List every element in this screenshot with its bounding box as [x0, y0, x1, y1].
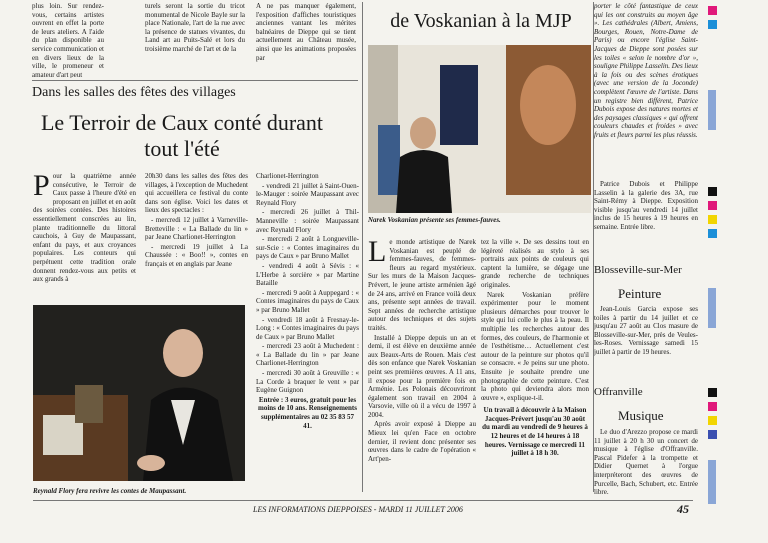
right-column-top-text: porter le côté fantastique de ceux qui les ont construits au moyen âge ». Les cathédrales (Albert, Amiens, Bourges, Rouen, Notre-Dame de Paris) ou encore l'église Saint-Jacques de Dieppe sont posées sur les toiles « selon le nombre d'or », souligne Philippe Lasselin. Des lieux à la fois ou des scènes érotiques (avec une version de la Joconde) complètent l'œuvre de l'artiste. Dans un registre bien différent, Patrice Dubois expose des natures mortes et des paysages classiques « qui offrent couleurs chaudes et froides » avec fruits et fleurs parmi les plus réussis.	[594, 2, 698, 139]
top-column-3-text: A ne pas manquer également, l'exposition d'affiches touristiques anciennes vantant les mérites balnéaires de Dieppe qui se tient actuellement au Château musée, ainsi que les animations proposées par	[256, 2, 356, 62]
color-swatch-cyan	[708, 20, 717, 29]
sidebar-place-blosseville: Blosseville-sur-Mer	[594, 264, 682, 276]
article-headline-voskanian: de Voskanian à la MJP	[390, 10, 572, 32]
sidebar-heading-musique: Musique	[618, 408, 664, 423]
paragraph: 20h30 dans les salles des fêtes des villages, à l'exception de Muchedent qui accueillera ce festival du conte dans son église. Voici les dates et lieux des spectacles :	[145, 172, 248, 215]
paragraph: Charlionet-Herrington	[256, 172, 319, 180]
artist-photo	[368, 45, 591, 213]
dropcap: P	[33, 172, 50, 202]
top-column-3	[256, 2, 356, 78]
sidebar-text-2: Jean-Louis Garcia expose ses toiles à partir du 14 juillet et ce jusqu'au 27 août au Clos masure de Blosseville-sur-Mer, près de Veules-les-Roses. Vernissage samedi 15 juillet à partir de 19 heures.	[594, 305, 698, 356]
sidebar-text-1: Patrice Dubois et Philippe Lasselin à la galerie des 3A, rue Saint-Rémy à Dieppe. Exposition visible jusqu'au vendredi 14 juillet inclus de 15 heures à 19 heures en semaine. Entrée libre.	[594, 180, 698, 231]
color-swatch-magenta	[708, 402, 717, 411]
paragraph: - vendredi 4 août à Sévis : « L'Herbe à sorcière » par Martine Bataille	[256, 261, 359, 288]
color-swatch-blue	[708, 430, 717, 439]
entry-info: Entrée : 3 euros, gratuit pour les moins de 10 ans. Renseignements supplémentaires au 02 35 83 57 41.	[258, 395, 357, 430]
color-swatch-magenta	[708, 6, 717, 15]
paragraph: Après avoir exposé à Dieppe au Mieux lei qu'en Face en octobre dernier, il revient donc présenter ses œuvres dans le cadre de l'opération « Art'pen-	[368, 420, 476, 463]
paragraph: - mercredi 30 août à Greuville : « La Corde à braquer le vent » par Eugène Guignon	[256, 369, 359, 395]
color-swatch-black	[708, 388, 717, 397]
divider-rule	[362, 2, 363, 492]
sidebar-heading-peinture: Peinture	[618, 286, 662, 301]
exhibition-info: Un travail à découvrir à la Maison Jacques-Prévert jusqu'au 30 août du mardi au vendredi de 9 heures à 12 heures et de 14 heures à 18 heures. Vernissage ce mercredi 11 juillet à 18 h 30.	[482, 406, 588, 458]
page-number: 45	[677, 502, 689, 516]
registration-bar	[708, 90, 716, 130]
paragraph: - vendredi 18 août à Fresnay-le-Long : « Contes imaginaires du pays de Caux » par Bruno Mallet	[256, 315, 359, 341]
paragraph: Narek Voskanian préfère expérimenter pour le moment plusieurs démarches pour trouver le style qui lui colle le plus à la peau. Il multiplie les recherches autour des formes, des couleurs, de l'harmonie et de l'esthétisme… Actuellement c'est autour de la peinture sur photos qu'il se consacre. « Je peins sur une photo. Ensuite je souhaite prendre une photographie de cette peinture. C'est la photo qui deviendra alors mon œuvre », explique-t-il.	[481, 290, 589, 402]
article-center-column-2	[481, 238, 589, 500]
registration-bar	[708, 460, 716, 504]
top-column-2-text: turels seront la sortie du tricot monumental de Nicole Bayle sur la place Nationale, l'art de la rue avec la présence de statues vivantes, du Land art au Puits-Salé et lors du troisième marché de l'art et de la	[145, 2, 245, 53]
photo-caption: Narek Voskanian présente ses femmes-fauves.	[368, 216, 501, 224]
right-column-top	[594, 2, 698, 177]
article-headline-terroir: Le Terroir de Caux conté durant tout l'été	[40, 110, 324, 161]
top-column-2	[145, 2, 245, 78]
sidebar-place-offranville: Offranville	[594, 386, 643, 398]
article-kicker: Dans les salles des fêtes des villages	[32, 85, 236, 100]
storyteller-photo	[33, 305, 245, 481]
article-left-column-2	[145, 172, 248, 302]
sidebar-paragraph	[594, 180, 698, 250]
sidebar-paragraph	[594, 305, 698, 367]
dropcap: L	[368, 238, 387, 268]
paragraph: - mercredi 9 août à Auppegard : « Contes imaginaires du pays de Caux » par Bruno Mallet	[256, 288, 359, 314]
paragraph: - mercredi 26 juillet à Thil-Manneville : soirée Maupassant avec Reynald Flory	[256, 208, 359, 234]
top-column-1-text: plus loin. Sur rendez-vous, certains artistes ouvrent en effet la porte de leurs ateliers. A l'aide du plan disponible au service communication et en divers lieux de la ville, le promeneur et amateur d'art peut	[32, 2, 104, 78]
article-left-column-3	[256, 172, 359, 497]
color-swatch-cyan	[708, 229, 717, 238]
paragraph: e monde artistique de Narek Voskanian est peuplé de femmes-fauves, de femmes-fleurs au regard mystérieux. Sur les murs de la Maison Jacques-Prévert, le jeune artiste arménien âgé de 24 ans, arrivé en France voilà deux ans, présente sept années de travail. Sept années de recherche artistique autour des techniques et des sujets traités.	[368, 238, 476, 332]
color-swatch-yellow	[708, 416, 717, 425]
footer-rule	[33, 500, 693, 501]
color-swatch-magenta	[708, 201, 717, 210]
paragraph: Installé à Dieppe depuis un an et demi, il est élève en deuxième année aux Beaux-Arts de Rouen. Mais c'est dès son enfance que Narek Voskanian peint ses premières œuvres. A 11 ans, il expose pour la première fois en Arménie. Les Polonais découvriront également son travail en 2004 à Varsovie, ville où il a vécu de 1997 à 2004.	[368, 333, 476, 419]
photo-reynald-flory	[33, 305, 245, 481]
article-center-column-1	[368, 238, 476, 500]
article-left-column-1-text: our la quatrième année consécutive, le Terroir de Caux passe à l'heure d'été en proposant en juillet et en août des soirées contées. Des histoires essentiellement conscrées au lin, plante traditionnelle du littoral cauchois, à Guy de Maupassant, enfant du pays, et aux croyances populaires. Les conteurs qui perpétuent cette tradition orale donnent rendez-vous aux petits et aux grands à	[33, 172, 136, 284]
paragraph: - mercredi 12 juillet à Varneville-Bretteville : « La Ballade du lin » par Jeane Charlionet-Herrington	[145, 215, 248, 242]
color-swatch-yellow	[708, 215, 717, 224]
paragraph: tez la ville ». De ses dessins tout en légèreté réalisés au stylo à ses portraits aux points de couleurs qui captent la lumière, se dégage une grande recherche de techniques originales.	[481, 238, 589, 289]
divider-rule	[32, 80, 358, 81]
sidebar-paragraph	[594, 428, 698, 498]
registration-bar	[708, 288, 716, 328]
article-left-column-1	[33, 172, 136, 302]
top-column-1	[32, 2, 104, 78]
paragraph: - mercredi 19 juillet à La Chaussée : « Boo!! », contes en français et en anglais par Jeane	[145, 242, 248, 268]
paragraph: - vendredi 21 juillet à Saint-Ouen-le-Mauger : soirée Maupassant avec Reynald Flory	[256, 181, 359, 207]
photo-caption: Reynald Flory fera revivre les contes de Maupassant.	[33, 487, 187, 495]
footer-publication: LES INFORMATIONS DIEPPOISES - MARDI 11 JUILLET 2006	[253, 505, 463, 514]
sidebar-text-3: Le duo d'Arezzo propose ce mardi 11 juillet à 20 h 30 un concert de musique à l'église d'Offranville. Pascal Pidefer à la trompette et Didier Quernet à l'orgue interpréteront des œuvres de Purcelle, Bach, Schubert, etc. Entrée libre.	[594, 428, 698, 497]
paragraph: - mercredi 2 août à Longueville-sur-Scie : « Contes imaginaires du pays de Caux » par Bruno Mallet	[256, 235, 359, 261]
color-swatch-black	[708, 187, 717, 196]
photo-narek-voskanian	[368, 45, 591, 213]
paragraph: - mercredi 23 août à Muchedent : « La Ballade du lin » par Jeane Charlionet-Herrington	[256, 342, 359, 368]
